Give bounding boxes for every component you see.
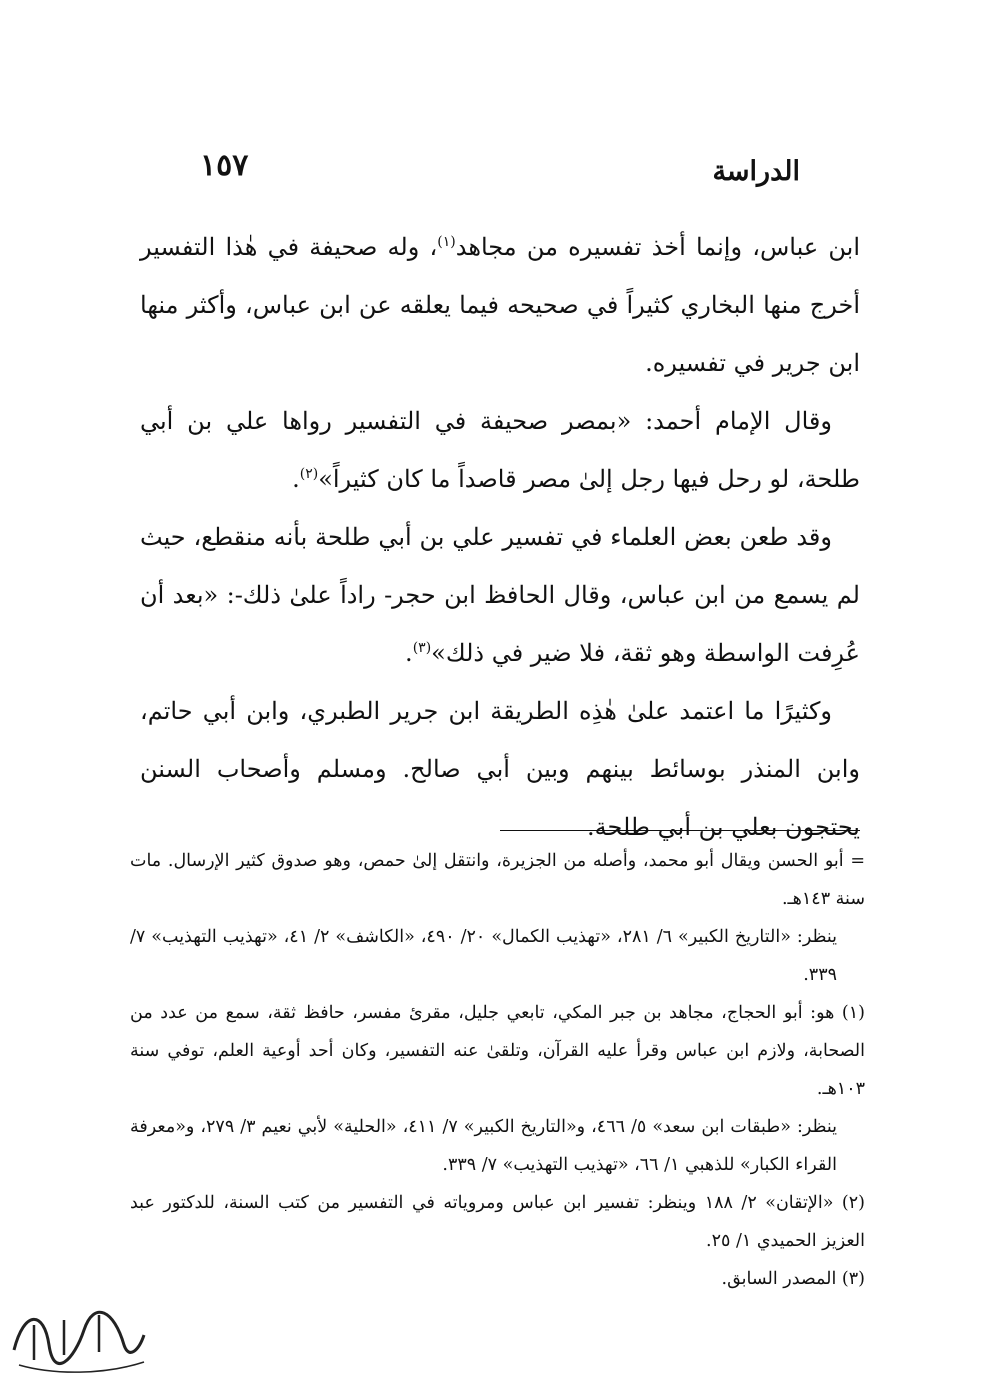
paragraph-1-text: ابن عباس، وإنما أخذ تفسيره من مجاهد <box>455 233 860 261</box>
paragraph-3-text-cont: . <box>405 639 413 667</box>
footnote-ref-3: (٣) <box>412 640 432 656</box>
running-title: الدراسة <box>712 156 800 187</box>
page-header <box>140 148 800 198</box>
calligraphy-logo <box>4 1290 154 1380</box>
main-text <box>140 218 860 856</box>
paragraph-2 <box>140 392 860 508</box>
page-number: ١٥٧ <box>200 148 249 183</box>
footnote-separator <box>500 830 860 831</box>
footnote-1-refs: ينظر: «طبقات ابن سعد» ٥/ ٤٦٦، و«التاريخ الكبير» ٧/ ٤١١، «الحلية» لأبي نعيم ٣/ ٢٧٩، و«معرفة القراء الكبار» للذهبي ١/ ٦٦، «تهذيب التهذيب» ٧/ ٣٣٩. <box>130 1117 838 1175</box>
paragraph-1-text-cont: ، وله صحيفة في هٰذا التفسير أخرج منها البخاري كثيراً في صحيحه فيما يعلقه عن ابن عباس، وأكثر منها ابن جرير في تفسيره. <box>140 233 860 377</box>
paragraph-2-text-cont: . <box>292 465 300 493</box>
footnote-ref-2: (٢) <box>299 466 319 482</box>
paragraph-3-text: وقد طعن بعض العلماء في تفسير علي بن أبي طلحة بأنه منقطع، حيث لم يسمع من ابن عباس، وقال الحافظ ابن حجر- راداً علىٰ ذلك-: «بعد أن عُرِفت الواسطة وهو ثقة، فلا ضير في ذلك» <box>140 523 860 667</box>
footnote-continued: = أبو الحسن ويقال أبو محمد، وأصله من الجزيرة، وانتقل إلىٰ حمص، وهو صدوق كثير الإرسال. مات سنة ١٤٣هـ. <box>130 851 865 909</box>
paragraph-3 <box>140 508 860 682</box>
paragraph-2-text: وقال الإمام أحمد: «بمصر صحيفة في التفسير رواها علي بن أبي طلحة، لو رحل فيها رجل إلىٰ مصر قاصداً ما كان كثيراً» <box>140 407 860 493</box>
footnotes <box>130 842 865 1298</box>
footnote-ref-1: (١) <box>437 234 456 250</box>
footnote-1: (١) هو: أبو الحجاج، مجاهد بن جبر المكي، تابعي جليل، مقرئ مفسر، حافظ ثقة، سمع من عدد من الصحابة، ولازم ابن عباس وقرأ عليه القرآن، وتلقىٰ عنه التفسير، وكان أحد أوعية العلم، توفي سنة ١٠٣هـ. <box>130 1003 865 1099</box>
paragraph-1 <box>140 218 860 392</box>
footnote-2: (٢) «الإتقان» ٢/ ١٨٨ وينظر: تفسير ابن عباس ومروياته في التفسير من كتب السنة، للدكتور عبد العزيز الحميدي ١/ ٢٥. <box>130 1193 865 1251</box>
footnote-continued-refs: ينظر: «التاريخ الكبير» ٦/ ٢٨١، «تهذيب الكمال» ٢٠/ ٤٩٠، «الكاشف» ٢/ ٤١، «تهذيب التهذيب» ٧/ ٣٣٩. <box>130 927 837 985</box>
footnote-3: (٣) المصدر السابق. <box>721 1269 865 1289</box>
paragraph-4: وكثيرًا ما اعتمد علىٰ هٰذِه الطريقة ابن جرير الطبري، وابن أبي حاتم، وابن المنذر بوسائط بينهم وبين أبي صالح. ومسلم وأصحاب السنن يحتجون بعلي بن أبي طلحة. <box>140 697 860 841</box>
